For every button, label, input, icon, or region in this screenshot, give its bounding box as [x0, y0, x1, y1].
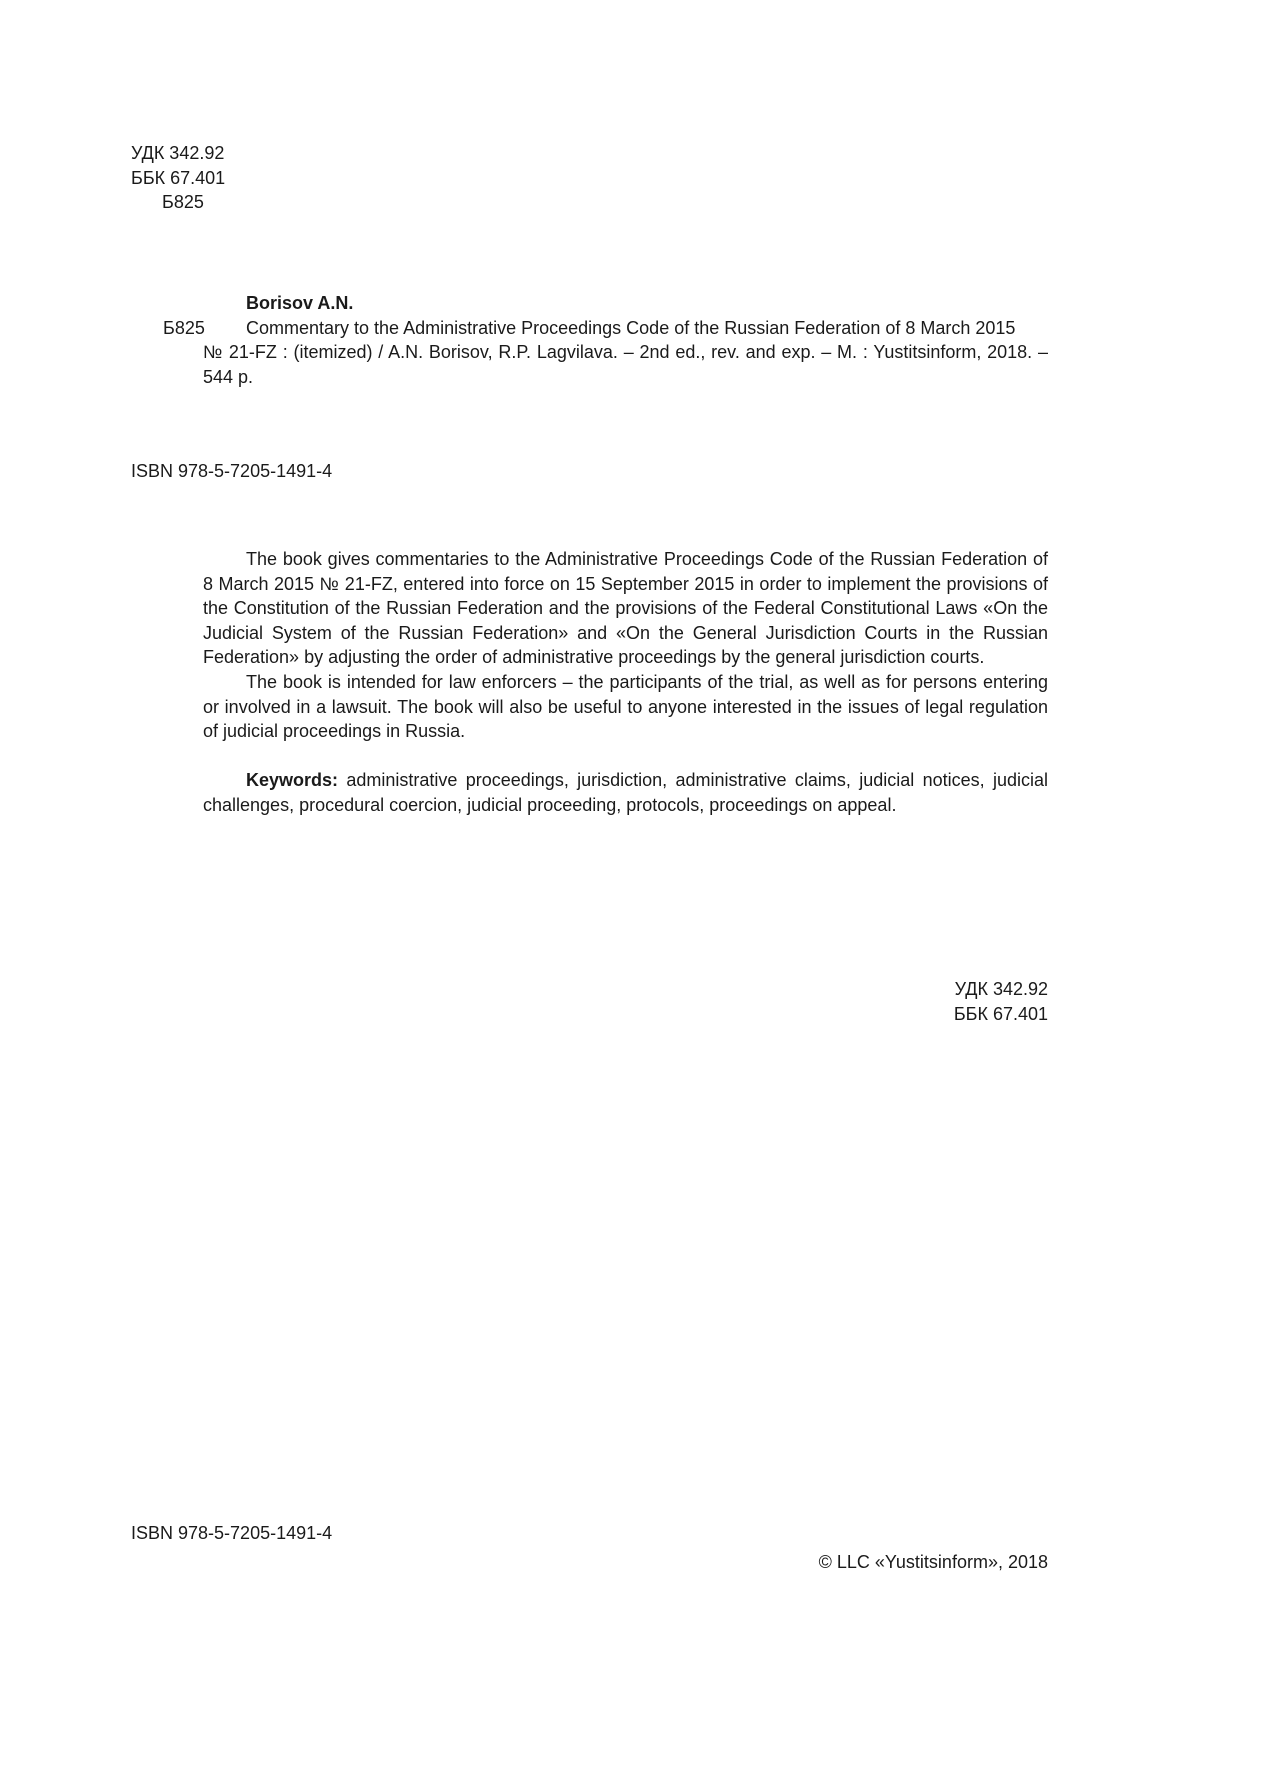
abstract-paragraph-2: The book is intended for law enforcers – the participants of the trial, as well as for persons entering or involved in a lawsuit. The book will also be useful to anyone interested in the issues of legal regulation of judicial proceedings in Russia.: [203, 671, 1048, 742]
copyright-notice: © LLC «Yustitsinform», 2018: [818, 1552, 1048, 1572]
keywords-label: Keywords:: [246, 770, 339, 791]
udk-code: УДК 342.92: [131, 143, 225, 163]
bbk-code-bottom: ББК 67.401: [953, 1003, 1048, 1024]
author-heading: Borisov A.N.: [246, 293, 354, 313]
author-mark: Б825: [162, 192, 204, 213]
udk-code-bottom: УДК 342.92: [954, 979, 1048, 999]
classification-codes-bottom: [900, 977, 1048, 1026]
entry-author-mark: Б825: [163, 317, 205, 338]
abstract-paragraph-1: The book gives commentaries to the Administrative Proceedings Code of the Russian Federation of 8 March 2015 № 21-FZ, entered into force on 15 September 2015 in order to implement the provisions of the Constitution of the Russian Federation and the provisions of the Federal Constitutional Laws «On the Judicial System of the Russian Federation» and «On the General Jurisdiction Courts in the Russian Federation» by adjusting the order of administrative proceedings by the general jurisdiction courts.: [203, 549, 1048, 668]
bibliographic-description: [163, 316, 1048, 390]
keywords-paragraph: [203, 768, 1048, 817]
entry-publication-details: № 21-FZ : (itemized) / A.N. Borisov, R.P. Lagvilava. – 2nd ed., rev. and exp. – M. : Yustitsinform, 2018. – 544 p.: [203, 342, 1048, 387]
entry-title-line: Commentary to the Administrative Proceedings Code of the Russian Federation of 8 March 2015: [246, 317, 1016, 338]
bibliographic-entry: [163, 291, 1048, 389]
isbn-bottom: ISBN 978-5-7205-1491-4: [131, 1523, 333, 1543]
isbn-top: ISBN 978-5-7205-1491-4: [131, 461, 333, 481]
bbk-code: ББК 67.401: [131, 167, 226, 188]
abstract: [203, 547, 1048, 818]
classification-codes-top: [131, 141, 225, 215]
keywords-text: administrative proceedings, jurisdiction, administrative claims, judicial notices, judicial challenges, procedural coercion, judicial proceeding, protocols, proceedings on appeal.: [203, 770, 1048, 815]
